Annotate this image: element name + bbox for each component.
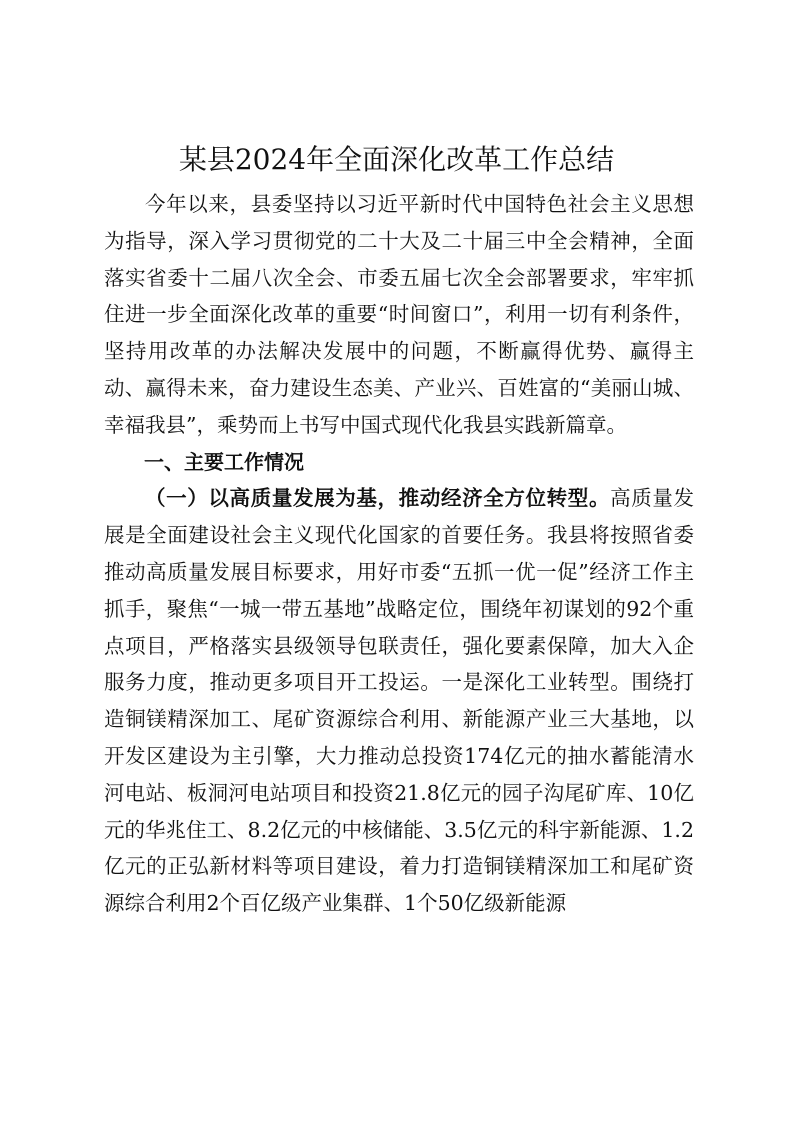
subsection-text-1: 高质量发展是全面建设社会主义现代化国家的首要任务。我县将按照省委推动高质量发展目标要求，用好市委“五抓一优一促”经济工作主抓手，聚焦“一城一带五基地”战略定位，围绕年初谋划的92个重点项目，严格落实县级领导包联责任，强化要素保障，加大入企服务力度，推动更多项目开工投运。一是深化工业转型。围绕打造铜镁精深加工、尾矿资源综合利用、新能源产业三大基地，以开发区建设为主引擎，大力推动总投资174亿元的抽水蓄能清水河电站、板洞河电站项目和投资21.8亿元的园子沟尾矿库、10亿元的华兆住工、8.2亿元的中核储能、3.5亿元的科宇新能源、1.2亿元的正弘新材料等项目建设，着力打造铜镁精深加工和尾矿资源综合利用2个百亿级产业集群、1个50亿级新能源	[104, 486, 695, 916]
subsection-heading-1: （一）以高质量发展为基，推动经济全方位转型。	[145, 486, 611, 511]
document-title: 某县2024年全面深化改革工作总结	[178, 143, 615, 176]
section-heading-main-work: 一、主要工作情况	[144, 449, 304, 474]
document-body	[104, 186, 694, 922]
intro-paragraph: 今年以来，县委坚持以习近平新时代中国特色社会主义思想为指导，深入学习贯彻党的二十大及二十届三中全会精神，全面落实省委十二届八次全会、市委五届七次全会部署要求，牢牢抓住进一步全面深化改革的重要“时间窗口”，利用一切有利条件，坚持用改革的办法解决发展中的问题，不断赢得优势、赢得主动、赢得未来，奋力建设生态美、产业兴、百姓富的“美丽山城、幸福我县”，乘势而上书写中国式现代化我县实践新篇章。	[104, 192, 694, 437]
subsection-paragraph-1	[104, 480, 694, 922]
